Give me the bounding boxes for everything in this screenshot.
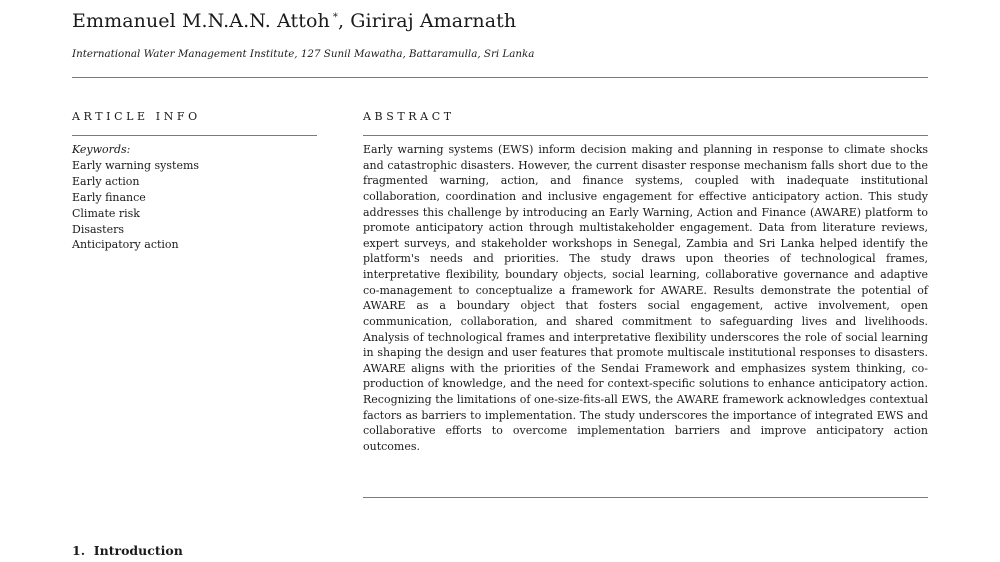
author-name: Emmanuel M.N.A.N. Attoh: [72, 10, 330, 32]
keyword: Climate risk: [72, 206, 140, 220]
corresponding-author-mark: *: [332, 11, 338, 23]
abstract-divider: [363, 135, 928, 136]
section-heading: [72, 543, 183, 558]
header-divider: [72, 77, 928, 78]
keyword: Early finance: [72, 190, 146, 204]
section-title: Introduction: [93, 543, 183, 558]
keyword: Anticipatory action: [72, 238, 179, 252]
keywords-label: Keywords:: [72, 143, 131, 156]
author-line: [72, 10, 516, 32]
abstract-end-divider: [363, 497, 928, 498]
keyword: Disasters: [72, 222, 125, 236]
abstract-text: Early warning systems (EWS) inform decision making and planning in response to climate shocks and catastrophic disasters. However, the current disaster response mechanism falls short due to the fragmented warning, action, and finance systems, coupled with inadequate institutional collaboration, coordination and inclusive engagement for effective anticipatory action. This study addresses this challenge by introducing an Early Warning, Action and Finance (AWARE) platform to promote anticipatory action through multistakeholder engagement. Data from literature reviews, expert surveys, and stakeholder workshops in Senegal, Zambia and Sri Lanka helped identify the platform's needs and priorities. The study draws upon theories of technological frames, interpretative flexibility, boundary objects, social learning, collaborative governance and adaptive co-management to conceptualize a framework for AWARE. Results demonstrate the potential of AWARE as a boundary object that fosters social engagement, active involvement, open communication, collaboration, and shared commitment to safeguarding lives and livelihoods. Analysis of technological frames and interpretative flexibility underscores the role of social learning in shaping the design and user features that promote multiscale institutional responses to disasters. AWARE aligns with the priorities of the Sendai Framework and emphasizes system thinking, co-production of knowledge, and the need for context-specific solutions to enhance anticipatory action. Recognizing the limitations of one-size-fits-all EWS, the AWARE framework acknowledges contextual factors as barriers to implementation. The study underscores the importance of integrated EWS and collaborative efforts to overcome implementation barriers and improve anticipatory action outcomes.: [363, 143, 928, 453]
section-number: 1.: [72, 543, 86, 558]
article-info-divider: [72, 135, 317, 136]
author-separator: ,: [338, 10, 351, 32]
keywords-block: [72, 142, 199, 253]
article-info-heading: ARTICLE INFO: [72, 110, 201, 123]
abstract-heading: ABSTRACT: [363, 110, 455, 123]
author-name: Giriraj Amarnath: [350, 10, 517, 32]
affiliation: International Water Management Institute, 127 Sunil Mawatha, Battaramulla, Sri Lanka: [72, 48, 535, 60]
keyword: Early action: [72, 174, 140, 188]
keyword: Early warning systems: [72, 158, 200, 172]
